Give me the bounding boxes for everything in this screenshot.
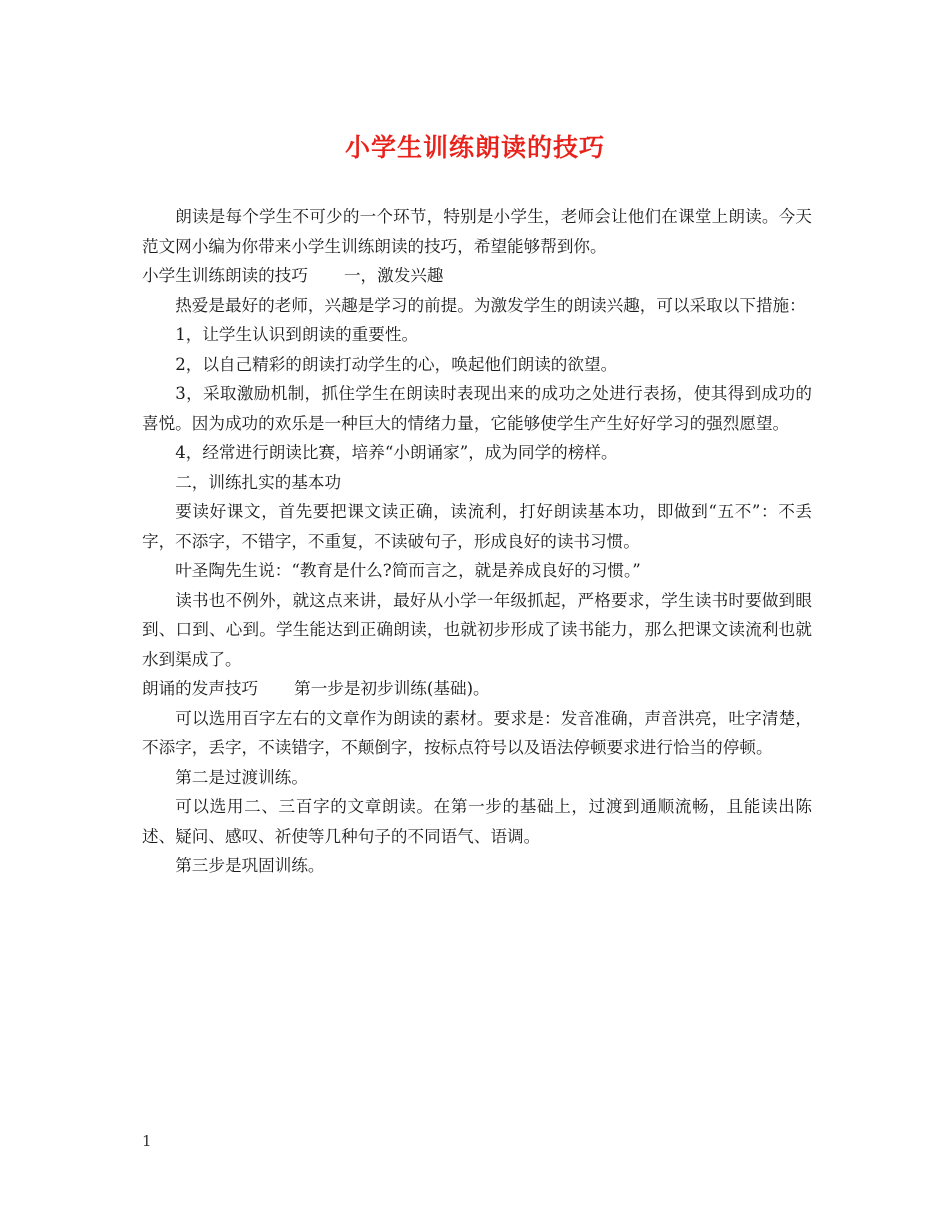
section-heading-label: 小学生训练朗读的技巧 <box>142 266 308 285</box>
section-heading-skills <box>142 261 812 291</box>
paragraph: 要读好课文，首先要把课文读正确，读流利，打好朗读基本功，即做到“五不”：不丢字，不添字，不错字，不重复，不读破句子，形成良好的读书习惯。 <box>142 502 812 551</box>
paragraph: 读书也不例外，就这点来讲，最好从小学一年级抓起，严格要求，学生读书时要做到眼到、口到、心到。学生能达到正确朗读，也就初步形成了读书能力，那么把课文读流利也就水到渠成了。 <box>142 590 812 669</box>
list-item: 4，经常进行朗读比赛，培养“小朗诵家”，成为同学的榜样。 <box>175 443 618 462</box>
list-item: 2，以自己精彩的朗读打动学生的心，唤起他们朗读的欲望。 <box>175 354 618 374</box>
paragraph: 热爱是最好的老师，兴趣是学习的前提。为激发学生的朗读兴趣，可以采取以下措施： <box>175 295 806 315</box>
subsection-heading: 第一步是初步训练(基础)。 <box>294 679 490 698</box>
paragraph: 可以选用二、三百字的文章朗读。在第一步的基础上，过渡到通顺流畅，且能读出陈述、疑问、感叹、祈使等几种句子的不同语气、语调。 <box>142 797 812 846</box>
section-heading-voice <box>142 674 812 704</box>
document-body <box>142 202 812 881</box>
section-heading-label: 朗诵的发声技巧 <box>142 679 259 698</box>
list-item: 1，让学生认识到朗读的重要性。 <box>175 325 419 344</box>
page-number: 1 <box>142 1132 152 1150</box>
paragraph-intro: 朗读是每个学生不可少的一个环节，特别是小学生，老师会让他们在课堂上朗读。今天范文网小编为你带来小学生训练朗读的技巧，希望能够帮到你。 <box>142 207 812 256</box>
list-item: 3，采取激励机制，抓住学生在朗读时表现出来的成功之处进行表扬，使其得到成功的喜悦。因为成功的欢乐是一种巨大的情绪力量，它能够使学生产生好好学习的强烈愿望。 <box>142 384 812 433</box>
document-title: 小学生训练朗读的技巧 <box>344 133 605 162</box>
paragraph-quote: 叶圣陶先生说：“教育是什么?简而言之，就是养成良好的习惯。” <box>175 561 641 580</box>
subsection-heading: 二，训练扎实的基本功 <box>175 472 342 492</box>
subsection-heading: 一，激发兴趣 <box>343 266 444 285</box>
subsection-heading: 第三步是巩固训练。 <box>175 856 325 875</box>
paragraph: 可以选用百字左右的文章作为朗读的素材。要求是：发音准确，声音洪亮，吐字清楚，不添字，丢字，不读错字，不颠倒字，按标点符号以及语法停顿要求进行恰当的停顿。 <box>142 708 812 757</box>
subsection-heading: 第二是过渡训练。 <box>175 767 308 787</box>
